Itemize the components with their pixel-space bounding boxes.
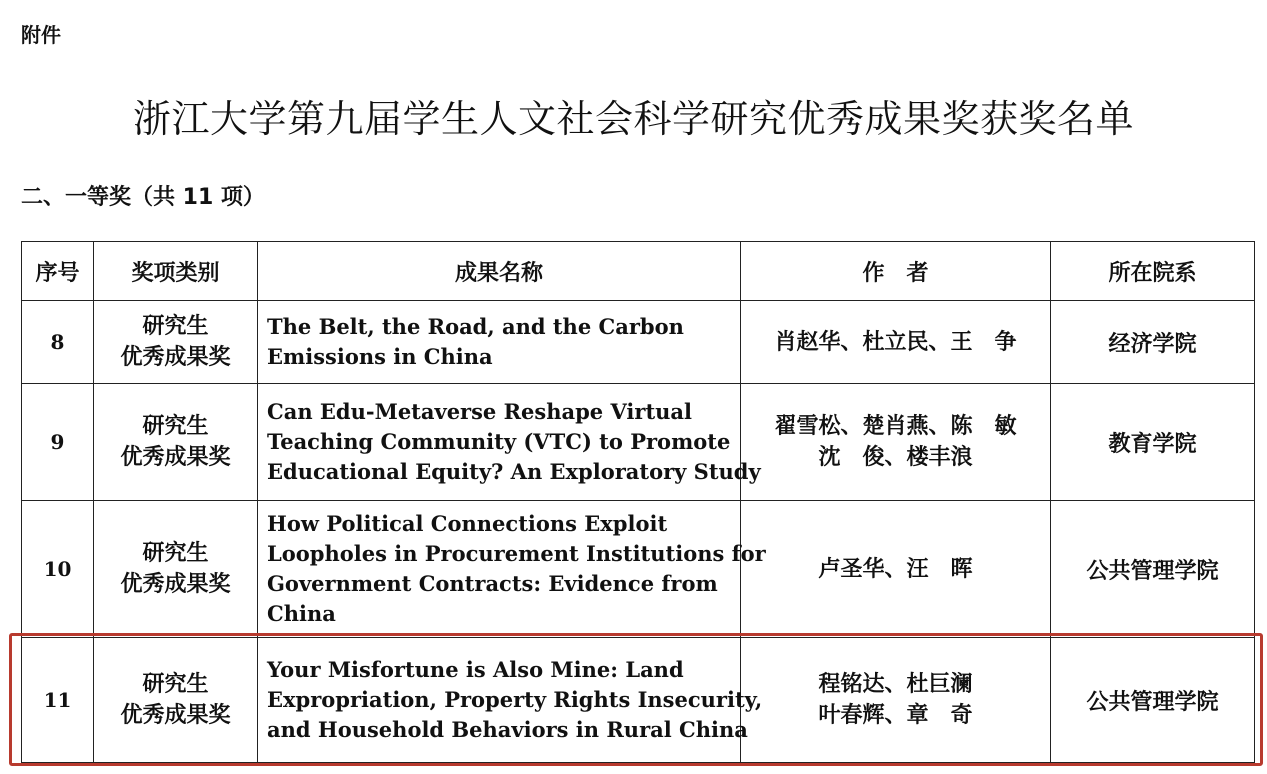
authors	[741, 384, 1051, 501]
document-title: 浙江大学第九届学生人文社会科学研究优秀成果奖获奖名单	[132, 97, 1134, 141]
work-title-line: Teaching Community (VTC) to Promote	[267, 429, 731, 454]
header-no: 序号	[22, 242, 94, 301]
authors	[741, 301, 1051, 384]
work-title-line: Can Edu-Metaverse Reshape Virtual	[267, 399, 692, 424]
attachment-label: 附件	[21, 23, 61, 47]
authors-line: 肖赵华、杜立民、王 争	[774, 329, 1017, 355]
work-title-line: Loopholes in Procurement Institutions for	[267, 541, 766, 566]
header-dept: 所在院系	[1051, 242, 1255, 301]
award-type	[94, 638, 258, 763]
work-title-line: Government Contracts: Evidence from	[267, 571, 718, 596]
authors	[741, 501, 1051, 638]
work-title-line: Expropriation, Property Rights Insecurity,	[267, 687, 763, 712]
table-row	[22, 501, 1255, 638]
authors-line: 程铭达、杜巨澜	[818, 672, 973, 697]
award-type-line: 研究生	[142, 672, 209, 697]
award-type-line: 优秀成果奖	[120, 345, 231, 370]
authors-line: 翟雪松、楚肖燕、陈 敏	[774, 414, 1017, 439]
work-title-line: How Political Connections Exploit	[267, 511, 668, 536]
award-type	[94, 501, 258, 638]
award-type-line: 研究生	[142, 314, 209, 339]
header-name: 成果名称	[258, 242, 741, 301]
department: 公共管理学院	[1051, 501, 1255, 638]
work-title-line: Your Misfortune is Also Mine: Land	[267, 657, 684, 682]
work-title-line: Educational Equity? An Exploratory Study	[267, 459, 761, 484]
row-number: 8	[22, 301, 94, 384]
work-title	[258, 301, 741, 384]
work-title-line: China	[267, 601, 336, 626]
section-heading: 二、一等奖（共 11 项）	[21, 185, 265, 210]
award-type	[94, 384, 258, 501]
table-header	[22, 242, 1255, 301]
authors-line: 卢圣华、汪 晖	[818, 556, 973, 582]
award-type-line: 优秀成果奖	[120, 445, 231, 470]
awards-table	[21, 241, 1255, 763]
award-type-line: 优秀成果奖	[120, 703, 231, 728]
award-type-line: 研究生	[142, 414, 209, 439]
department: 经济学院	[1051, 301, 1255, 384]
authors-line: 沈 俊、楼丰浪	[818, 445, 973, 470]
work-title	[258, 638, 763, 763]
authors	[741, 638, 1051, 763]
award-type-line: 研究生	[142, 541, 209, 566]
work-title	[258, 384, 761, 501]
department: 公共管理学院	[1051, 638, 1255, 763]
work-title-line: and Household Behaviors in Rural China	[267, 717, 748, 742]
award-type	[94, 301, 258, 384]
work-title	[258, 501, 766, 638]
department: 教育学院	[1051, 384, 1255, 501]
header-authors: 作 者	[741, 242, 1051, 301]
header-type: 奖项类别	[94, 242, 258, 301]
authors-line: 叶春辉、章 奇	[818, 703, 973, 728]
table-row-highlighted	[22, 638, 1255, 763]
row-number: 9	[22, 384, 94, 501]
work-title-line: The Belt, the Road, and the Carbon	[267, 314, 684, 339]
work-title-line: Emissions in China	[267, 344, 493, 369]
row-number: 11	[22, 638, 94, 763]
row-number: 10	[22, 501, 94, 638]
table-row	[22, 384, 1255, 501]
award-type-line: 优秀成果奖	[120, 572, 231, 597]
table-row	[22, 301, 1255, 384]
